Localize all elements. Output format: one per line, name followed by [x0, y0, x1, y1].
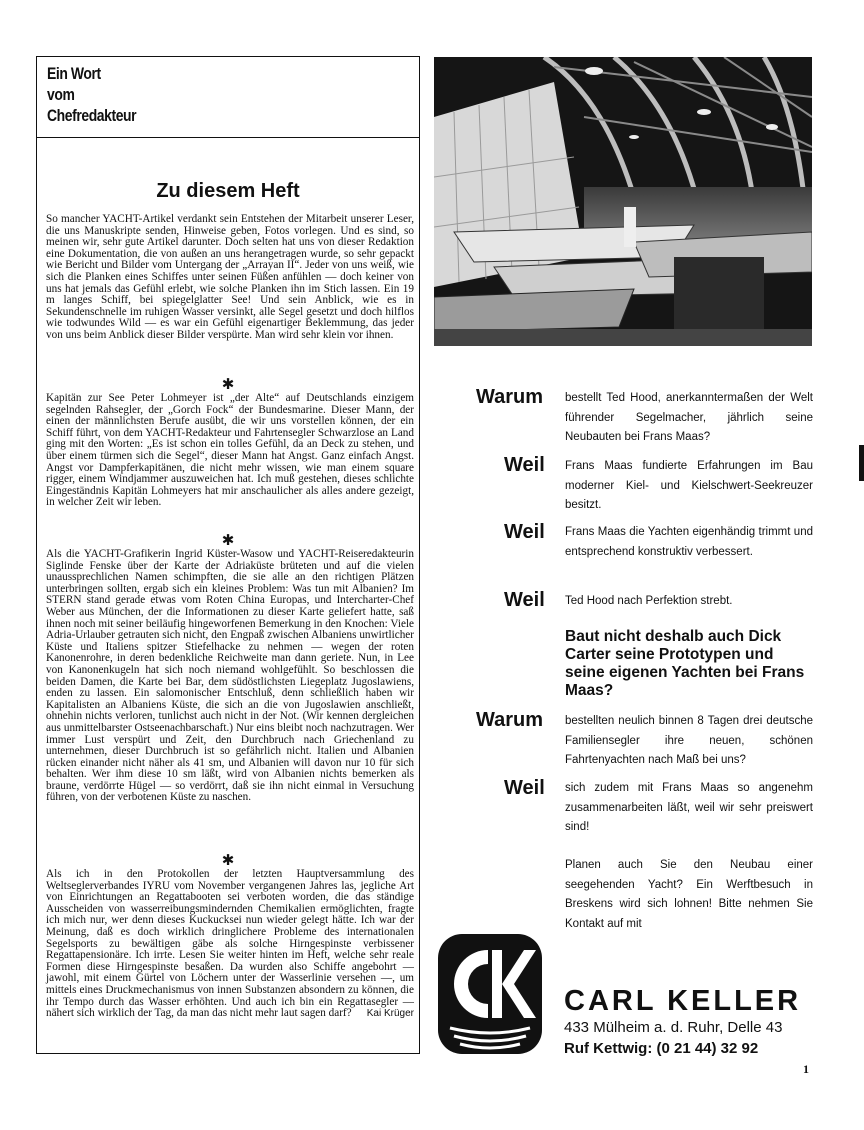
section-separator-2: ✱ [221, 531, 235, 549]
editorial-paragraph-3: Als die YACHT-Grafikerin Ingrid Küster-Wasow und YACHT-Reiseredakteurin Siglinde Fenske über der Karte der Adriaküste brüteten und auf die vielen unaussprechlichen Namen schimpften, die sie alle an den richtigen Plätzen unterbringen sollten, ergab sich ein kleines Problem: Was tun mit Albanien? Im STERN stand gerade etwas vom Roten China Europas, und Intercharter-Chef Weber aus München, der die Informationen zu dieser Karte geliefert hatte, saß ihnen noch mit seiner beiläufig hingeworfenen Bemerkung in den Knochen: Viele Adria-Urlauber getrauten sich nicht, den Engpaß zwischen Albaniens unwirtlicher Küste und Italiens spitzer Stiefelhacke zu nehmen — wegen der roten Kanonenrohre, in deren bedenkliche Reichweite man dann geriete. Nun, in Lee von Kanonenkugeln hat sich noch niemand wohlgefühlt. So beschlossen die beiden Damen, die Karte bei Bar, dem südöstlichsten Liegeplatz Jugoslawiens, enden zu lassen. Ein salomonischer Entschluß, denn schließlich haben wir Kapitalisten an Albaniens Küste, die sich an die von Jugoslawien anschließt, ohnehin nichts verloren, tunlichst auch nicht in der Not. (Wir kennen dergleichen aus unmittelbarster Ostseenachbarschaft.) Nur eins bleibt noch nachzutragen. Wer immer Lust verspürt und Zeit, den Durchbruch nach Griechenland zu unternehmen, dieser Durchbruch ist so gefährlich nicht. Italien und Albanien rücken einander nicht näher als 41 sm, und Albanien will davon nur 10 für sich behalten. Wer ihm diese 10 sm läßt, wird von Albanien nichts bemerken als braune, verdörrte Hügel — so verdörrt, daß sie ihn nicht einmal in Versuchung führen, von der verbotenen Küste zu naschen. [46, 548, 414, 804]
editorial-heading: Zu diesem Heft [156, 180, 300, 202]
ad-closing-text: Planen auch Sie den Neubau einer seegehenden Yacht? Ein Werftbesuch in Breskens wird sich lohnen! Bitte nehmen Sie Kontakt auf mit [565, 859, 813, 930]
ad-keyword-3: Weil [504, 521, 545, 543]
author-signature: Kai Krüger [366, 1008, 414, 1020]
ad-headline: Baut nicht deshalb auch Dick Carter seine Prototypen und seine eigenen Yachten bei Frans Maas? [565, 628, 805, 699]
page-number: 1 [803, 1062, 809, 1076]
editorial-paragraph-1: So mancher YACHT-Artikel verdankt sein Entstehen der Mitarbeit unserer Leser, die uns Manuskripte senden, Hinweise geben, Fotos vorlegen. Und es sind, so meinen wir, sehr gute Artikel darunter. Doch selten hat uns von dieser Redaktion eine Dokumentation, die von außen an uns herangetragen wurde, so sehr gepackt wie Bericht und Bilder vom Untergang der „Arrayan II“. Jeder von uns weiß, wie sich die Planken eines Schiffes unter seinen Füßen anfühlen — doch keiner von uns hat jemals das Gefühl erlebt, wie solche Planken ihn im Stich lassen. Ein 19 m langes Schiff, bei spiegelglatter See! Und sein Anblick, wie es in Sekundenschnelle im ruhigen Wasser versinkt, alle Segel gesetzt und doch hilflos wie todwundes Wild — es war ein Gefühl eigenartiger Beklemmung, das jeder von uns beim Anblick dieser Bilder verspürte. Man wird sehr klein vor ihnen. [46, 213, 414, 341]
boat-hall-photo [434, 57, 812, 346]
ad-keyword-1: Warum [476, 386, 544, 408]
editorial-paragraph-4-block [46, 869, 414, 1020]
ad-text-5: bestellten neulich binnen 8 Tagen drei deutsche Familiensegler ihre neuen, schönen Fahrtenyachten nach Maß bei uns? [565, 715, 813, 766]
section-separator-3: ✱ [221, 851, 235, 869]
ad-keyword-6: Weil [504, 777, 545, 799]
section-separator-1: ✱ [221, 375, 235, 393]
edge-mark [859, 445, 864, 481]
ad-text-3: Frans Maas die Yachten eigenhändig trimmt und entsprechend konstruktiv verbessert. [565, 526, 813, 558]
ad-text-1: bestellt Ted Hood, anerkanntermaßen der Welt führender Segelmacher, jährlich seine Neubauten bei Frans Maas? [565, 392, 813, 443]
ad-text-2: Frans Maas fundierte Erfahrungen im Bau moderner Kiel- und Kielschwert-Seekreuzer besitzt. [565, 460, 813, 511]
company-address: 433 Mülheim a. d. Ruhr, Delle 43 [564, 1019, 783, 1036]
editorial-paragraph-4: Als ich in den Protokollen der letzten Hauptversammlung des Weltseglerverbandes IYRU vom November vergangenen Jahres las, jegliche Art von Einrichtungen an Regattabooten sei verboten worden, die das ständige Ausscheiden von wasserreibungsmindernden Chemikalien ermöglichten, fragte ich mich nur, wer denn dieses Kuckucksei nun wieder gelegt hätte. Ich war der Meinung, daß es doch wirklich dringlichere Probleme des internationalen Segelsports zu bewältigen gäbe als solche Hirngespinste verbissener Regattapensionäre. Ich irrte. Lesen Sie weiter hinten im Heft, welche sehr reale Formen diese Hirngespinste besaßen. Da wurden also Schiffe angebohrt — jawohl, mit einem Gürtel von Löchern unter der Wasserlinie versehen —, um mittels eines Druckmechanismus von innen Substanzen absondern zu können, die ihr Tempo durch das Wasser erhöhten. Und auch ich bin ein Regattasegler — nähert sich wirklich der Tag, da man das nicht mehr laut sagen darf? [46, 868, 414, 1020]
company-name: CARL KELLER [564, 985, 802, 1017]
editorial-paragraph-2: Kapitän zur See Peter Lohmeyer ist „der Alte“ auf Deutschlands einzigem segelnden Rahsegler, der „Gorch Fock“ der Bundesmarine. Dieser Mann, der einen der männlichsten Berufe ausübt, die wir uns vorstellen können, der ein Schiff führt, von dem YACHT-Redakteur und Fahrtensegler Schwarzlose an Land ging mit den Worten: „Es ist schon ein tolles Gefühl, da an Deck zu stehen, und über einem türmen sich die Segel“, dieser Mann hat Angst. Ganz einfach Angst. Angst vor Dampferkapitänen, die nicht mehr wissen, wie man einem square rigger, einem Windjammer auszuweichen hat. Ich muß gestehen, dieses schlichte Eingeständnis Kapitän Lohmeyers hat mir anschaulicher als alles andere gezeigt, in welcher Zeit wir leben. [46, 392, 414, 509]
company-phone: Ruf Kettwig: (0 21 44) 32 92 [564, 1040, 759, 1057]
editorial-title: Ein Wort vom Chefredakteur [47, 64, 137, 125]
ad-text-4: Ted Hood nach Perfektion strebt. [565, 595, 733, 607]
ad-keyword-2: Weil [504, 454, 545, 476]
ad-text-6: sich zudem mit Frans Maas so angenehm zusammenarbeiten läßt, weil wir sehr preiswert sind! [565, 782, 813, 833]
ad-keyword-4: Weil [504, 589, 545, 611]
ad-keyword-5: Warum [476, 709, 544, 731]
editorial-header-box [36, 56, 420, 138]
carl-keller-logo [436, 932, 544, 1056]
